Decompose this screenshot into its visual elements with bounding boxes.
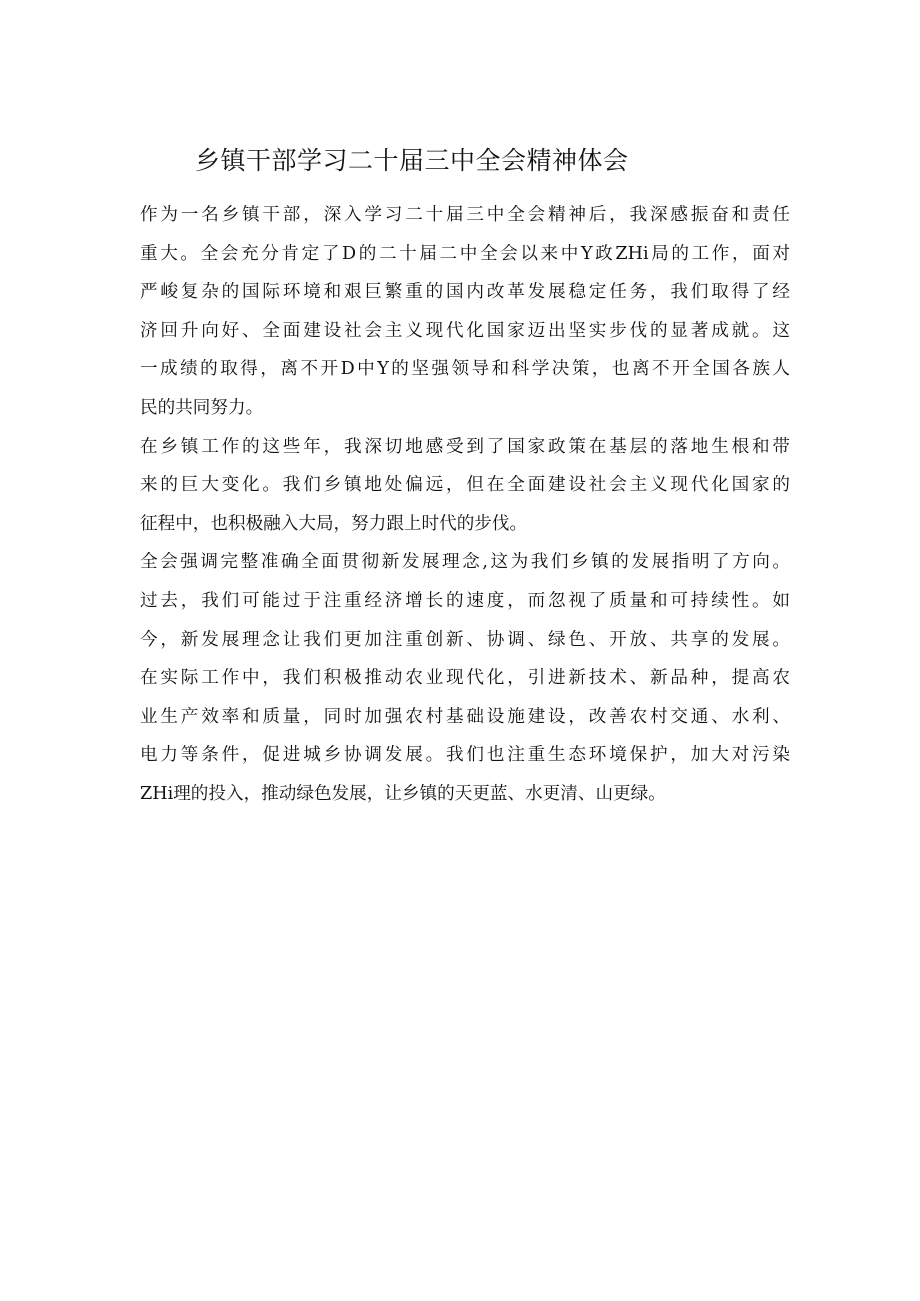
body-line: ZHi理的投入，推动绿色发展，让乡镇的天更蓝、水更清、山更绿。 <box>140 783 666 804</box>
body-line: 严峻复杂的国际环境和艰巨繁重的国内改革发展稳定任务，我们取得了经 <box>140 282 790 303</box>
body-line: 济回升向好、全面建设社会主义现代化国家迈出坚实步伐的显著成就。这 <box>140 320 790 341</box>
body-line: 在实际工作中，我们积极推动农业现代化，引进新技术、新品种，提高农 <box>140 668 790 689</box>
body-line: 今，新发展理念让我们更加注重创新、协调、绿色、开放、共享的发展。 <box>140 629 790 650</box>
body-line: 业生产效率和质量，同时加强农村基础设施建设，改善农村交通、水利、 <box>140 706 790 727</box>
body-line: 一成绩的取得，离不开D中Y的坚强领导和科学决策，也离不开全国各族人 <box>140 359 790 380</box>
body-line: 作为一名乡镇干部，深入学习二十届三中全会精神后，我深感振奋和责任 <box>140 205 790 225</box>
body-line: 过去，我们可能过于注重经济增长的速度，而忽视了质量和可持续性。如 <box>140 590 790 611</box>
body-line: 在乡镇工作的这些年，我深切地感受到了国家政策在基层的落地生根和带 <box>140 436 790 457</box>
body-line: 全会强调完整准确全面贯彻新发展理念,这为我们乡镇的发展指明了方向。 <box>140 552 790 573</box>
body-line: 来的巨大变化。我们乡镇地处偏远，但在全面建设社会主义现代化国家的 <box>140 475 790 496</box>
body-line: 民的共同努力。 <box>140 397 264 418</box>
body-line: 重大。全会充分肯定了D的二十届二中全会以来中Y政ZHi局的工作，面对 <box>140 243 790 264</box>
body-line: 征程中，也积极融入大局，努力跟上时代的步伐。 <box>140 513 528 534</box>
document-body <box>140 200 790 818</box>
body-line: 电力等条件，促进城乡协调发展。我们也注重生态环境保护，加大对污染 <box>140 745 790 766</box>
document-title: 乡镇干部学习二十届三中全会精神体会 <box>195 146 629 175</box>
